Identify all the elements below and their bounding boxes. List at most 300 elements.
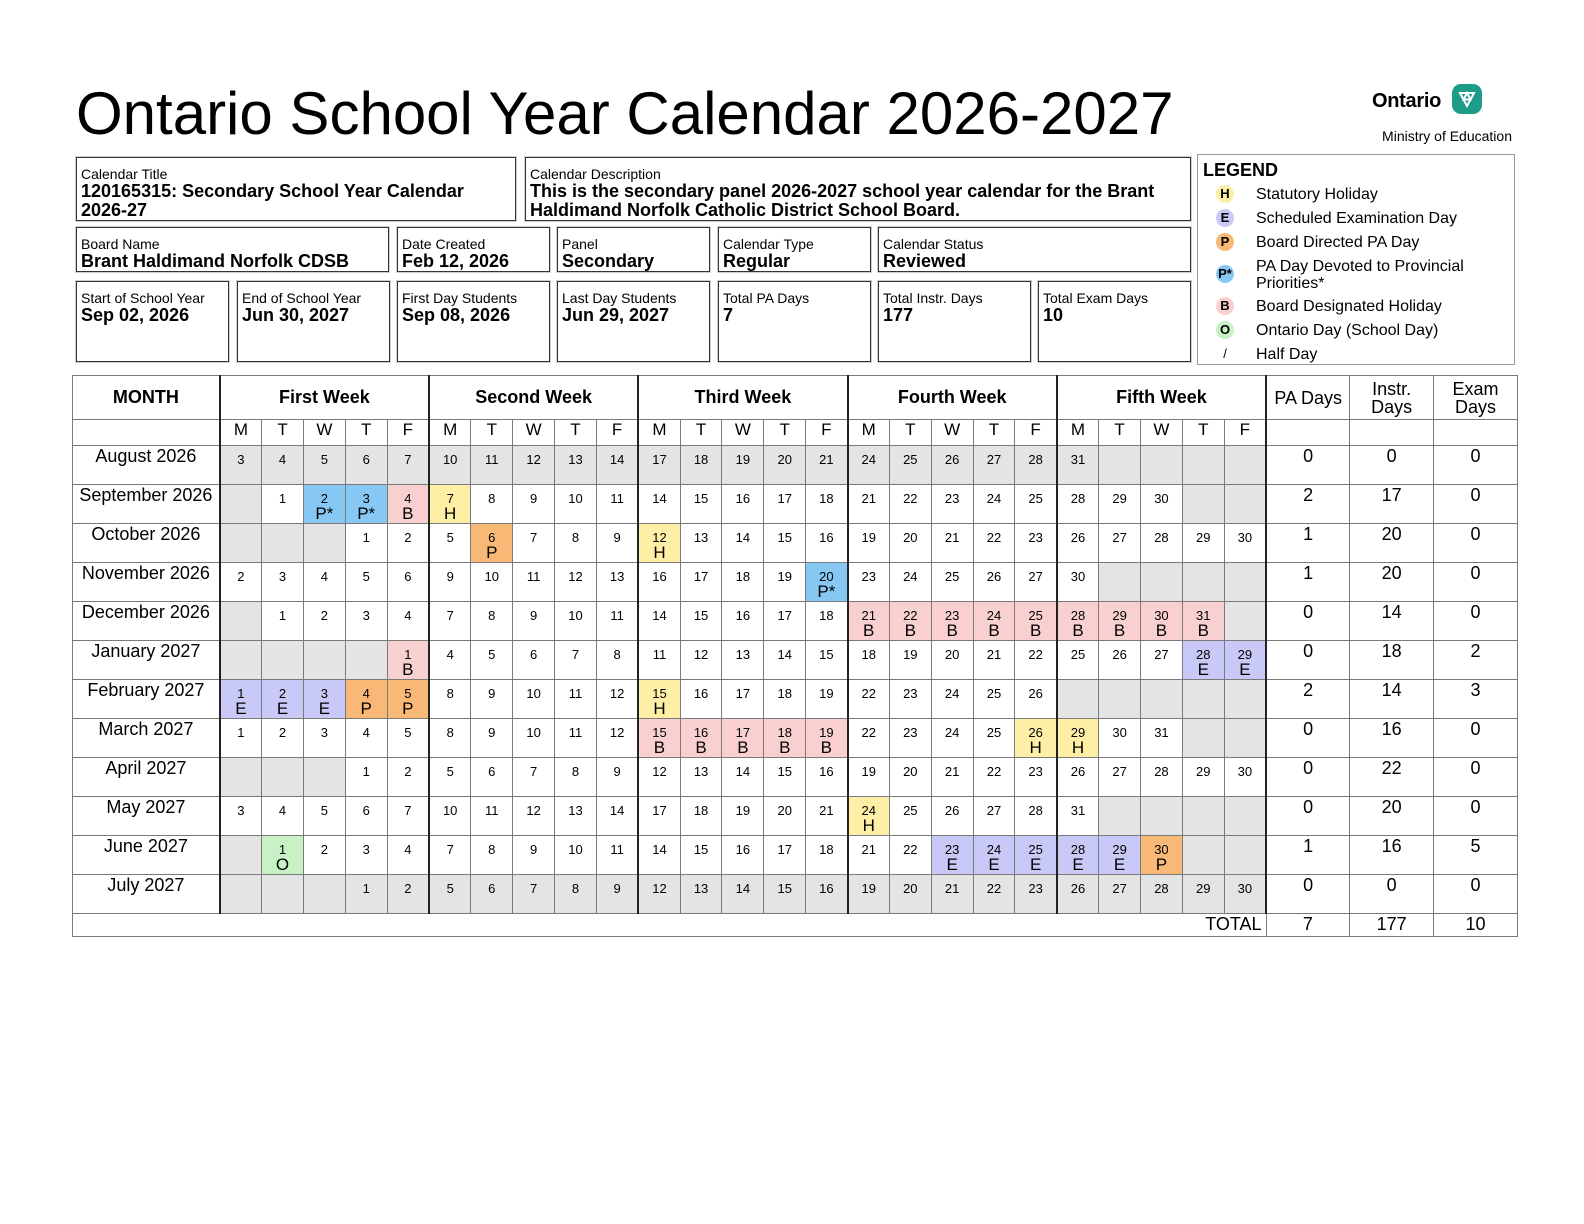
- total-instr-box: [878, 281, 1031, 362]
- day-number: 2: [278, 686, 287, 701]
- day-number: 1: [237, 686, 245, 701]
- start-year-label: Start of School Year: [81, 290, 205, 306]
- day-number: 14: [609, 452, 625, 467]
- day-number: 2: [320, 491, 328, 506]
- day-cell: [638, 446, 680, 485]
- day-cell: [429, 485, 471, 524]
- legend-label: Board Designated Holiday: [1256, 298, 1442, 315]
- empty-day-cell: [303, 758, 345, 797]
- day-number: 25: [944, 569, 960, 584]
- day-number: 1: [404, 647, 412, 662]
- day-number: 30: [1154, 608, 1169, 623]
- calendar-type-value: Regular: [723, 251, 791, 271]
- day-code: B: [820, 738, 833, 757]
- day-cell: [1182, 641, 1224, 680]
- day-cell: [1099, 485, 1141, 524]
- month-header: MONTH: [73, 376, 220, 420]
- summary-spacer: [1433, 420, 1517, 446]
- day-number: 30: [1237, 764, 1253, 779]
- day-number: 20: [944, 647, 960, 662]
- day-code: E: [946, 855, 958, 874]
- day-number: 21: [819, 452, 834, 467]
- day-cell: [345, 719, 387, 758]
- day-number: 16: [693, 686, 709, 701]
- day-number: 2: [278, 725, 287, 740]
- day-cell: [889, 641, 931, 680]
- total-pa-box: [718, 281, 871, 362]
- day-cell: [973, 758, 1015, 797]
- day-cell: [387, 641, 429, 680]
- day-number: 9: [530, 491, 538, 506]
- day-cell: [764, 446, 806, 485]
- day-cell: [806, 680, 848, 719]
- day-code: B: [737, 738, 749, 757]
- day-number: 9: [530, 842, 538, 857]
- month-name: July 2027: [73, 875, 220, 914]
- day-cell: [764, 758, 806, 797]
- day-cell: [1099, 758, 1141, 797]
- day-cell: [1015, 602, 1057, 641]
- day-cell: [722, 446, 764, 485]
- day-number: 10: [442, 803, 458, 818]
- instr-days-header: Instr. Days: [1350, 376, 1434, 420]
- day-code: P: [402, 699, 414, 718]
- day-number: 27: [1028, 569, 1043, 584]
- day-cell: [429, 797, 471, 836]
- weekday-label: T: [471, 420, 513, 446]
- exam-days-value: 0: [1433, 719, 1517, 758]
- weekday-label: T: [1182, 420, 1224, 446]
- legend-swatch: O: [1216, 321, 1234, 339]
- day-number: 22: [903, 842, 918, 857]
- day-cell: [806, 485, 848, 524]
- legend-label: Scheduled Examination Day: [1256, 210, 1458, 227]
- day-number: 29: [1070, 725, 1086, 740]
- day-number: 26: [1112, 647, 1127, 662]
- day-cell: [345, 485, 387, 524]
- day-cell: [555, 485, 597, 524]
- panel-label: Panel: [562, 236, 598, 252]
- day-cell: [806, 875, 848, 914]
- empty-day-cell: [1182, 446, 1224, 485]
- day-number: 24: [861, 803, 876, 818]
- month-name: September 2026: [73, 485, 220, 524]
- month-name: June 2027: [73, 836, 220, 875]
- total-pa-value: 7: [723, 305, 734, 325]
- empty-day-cell: [303, 875, 345, 914]
- day-cell: [471, 563, 513, 602]
- day-number: 8: [571, 530, 580, 545]
- day-cell: [220, 719, 262, 758]
- last-day-box: [557, 281, 710, 362]
- day-cell: [931, 797, 973, 836]
- day-number: 17: [735, 686, 751, 701]
- day-cell: [973, 680, 1015, 719]
- day-number: 10: [526, 686, 541, 701]
- day-number: 24: [944, 686, 960, 701]
- weekday-label: W: [513, 420, 555, 446]
- day-number: 21: [861, 842, 876, 857]
- day-cell: [680, 680, 722, 719]
- day-number: 10: [442, 452, 458, 467]
- day-cell: [262, 680, 304, 719]
- day-cell: [806, 524, 848, 563]
- total-instr-value: 177: [883, 305, 914, 325]
- day-number: 3: [320, 725, 328, 740]
- pa-days-value: 1: [1266, 524, 1350, 563]
- month-row: [73, 602, 1518, 641]
- day-code: P*: [315, 504, 334, 523]
- day-number: 13: [693, 530, 709, 545]
- day-number: 24: [861, 452, 876, 467]
- day-number: 31: [1154, 725, 1169, 740]
- day-cell: [513, 797, 555, 836]
- day-number: 4: [278, 803, 287, 818]
- weekday-label: W: [1141, 420, 1183, 446]
- start-year-box: [76, 281, 229, 362]
- day-number: 25: [903, 452, 918, 467]
- day-number: 31: [1196, 608, 1211, 623]
- day-cell: [1015, 485, 1057, 524]
- day-number: 12: [526, 803, 541, 818]
- weekday-label: M: [1057, 420, 1099, 446]
- day-cell: [303, 446, 345, 485]
- day-cell: [889, 485, 931, 524]
- day-number: 13: [693, 881, 709, 896]
- day-cell: [1224, 875, 1266, 914]
- day-number: 8: [488, 608, 496, 623]
- day-cell: [555, 524, 597, 563]
- day-number: 13: [735, 647, 751, 662]
- day-cell: [764, 524, 806, 563]
- day-number: 11: [610, 491, 624, 506]
- day-cell: [262, 485, 304, 524]
- total-exam-label: Total Exam Days: [1043, 290, 1149, 306]
- day-number: 20: [777, 803, 792, 818]
- day-cell: [1099, 719, 1141, 758]
- day-cell: [722, 524, 764, 563]
- day-number: 17: [777, 608, 792, 623]
- day-number: 13: [693, 764, 709, 779]
- empty-day-cell: [303, 641, 345, 680]
- day-number: 4: [278, 452, 287, 467]
- trillium-icon: [1452, 84, 1482, 114]
- day-number: 10: [568, 608, 583, 623]
- day-number: 17: [777, 842, 792, 857]
- day-number: 14: [609, 803, 625, 818]
- day-cell: [1057, 758, 1099, 797]
- empty-day-cell: [1224, 563, 1266, 602]
- calendar-table: [72, 375, 1518, 937]
- day-cell: [1015, 680, 1057, 719]
- day-cell: [429, 446, 471, 485]
- day-number: 12: [652, 530, 667, 545]
- day-cell: [596, 875, 638, 914]
- day-number: 27: [1112, 764, 1127, 779]
- legend-label: Statutory Holiday: [1256, 186, 1378, 203]
- ontario-logo: [1370, 84, 1510, 124]
- day-number: 4: [362, 686, 370, 701]
- day-number: 12: [693, 647, 709, 662]
- first-day-box: [397, 281, 550, 362]
- pa-days-value: 0: [1266, 602, 1350, 641]
- day-cell: [889, 680, 931, 719]
- day-cell: [1141, 485, 1183, 524]
- total-pa-label: Total PA Days: [723, 290, 810, 306]
- day-cell: [1015, 836, 1057, 875]
- day-number: 6: [488, 764, 496, 779]
- day-number: 2: [237, 569, 245, 584]
- weekday-label: T: [973, 420, 1015, 446]
- day-cell: [387, 797, 429, 836]
- day-cell: [220, 797, 262, 836]
- day-number: 24: [986, 842, 1002, 857]
- day-number: 7: [446, 491, 454, 506]
- day-number: 8: [488, 491, 496, 506]
- day-cell: [220, 563, 262, 602]
- day-number: 7: [530, 881, 538, 896]
- day-number: 3: [278, 569, 287, 584]
- instr-days-value: 14: [1350, 602, 1434, 641]
- weekday-label: F: [387, 420, 429, 446]
- day-cell: [889, 836, 931, 875]
- date-created-value: Feb 12, 2026: [402, 251, 510, 271]
- day-number: 16: [819, 764, 834, 779]
- day-cell: [1099, 641, 1141, 680]
- total-instr-value: 177: [1350, 914, 1434, 937]
- day-cell: [596, 758, 638, 797]
- pa-days-value: 0: [1266, 758, 1350, 797]
- day-cell: [1141, 875, 1183, 914]
- day-number: 27: [1154, 647, 1169, 662]
- day-cell: [806, 563, 848, 602]
- empty-day-cell: [1224, 836, 1266, 875]
- day-number: 1: [362, 881, 370, 896]
- day-cell: [387, 719, 429, 758]
- day-cell: [1224, 758, 1266, 797]
- day-number: 23: [944, 491, 960, 506]
- day-code: B: [863, 621, 875, 640]
- month-name: August 2026: [73, 446, 220, 485]
- day-cell: [764, 641, 806, 680]
- day-cell: [806, 641, 848, 680]
- day-number: 30: [1237, 530, 1253, 545]
- day-number: 14: [735, 881, 751, 896]
- day-cell: [931, 485, 973, 524]
- day-cell: [680, 797, 722, 836]
- day-number: 22: [861, 686, 876, 701]
- day-code: P: [1155, 855, 1168, 874]
- weekday-label: W: [931, 420, 973, 446]
- day-cell: [806, 836, 848, 875]
- day-cell: [889, 719, 931, 758]
- day-number: 22: [986, 881, 1002, 896]
- day-number: 8: [571, 764, 580, 779]
- day-number: 4: [446, 647, 454, 662]
- month-name: December 2026: [73, 602, 220, 641]
- day-cell: [638, 875, 680, 914]
- day-cell: [513, 485, 555, 524]
- day-number: 23: [903, 725, 918, 740]
- summary-spacer: [1266, 420, 1350, 446]
- day-cell: [722, 875, 764, 914]
- day-number: 18: [693, 452, 709, 467]
- calendar-title-label: Calendar Title: [81, 166, 168, 182]
- day-cell: [345, 446, 387, 485]
- day-number: 7: [446, 842, 454, 857]
- day-number: 11: [485, 803, 499, 818]
- month-name: October 2026: [73, 524, 220, 563]
- day-cell: [848, 719, 890, 758]
- day-number: 11: [568, 686, 583, 701]
- week-header: First Week: [220, 376, 429, 420]
- day-number: 30: [1112, 725, 1127, 740]
- day-number: 26: [1070, 881, 1086, 896]
- day-number: 28: [1070, 608, 1086, 623]
- day-number: 26: [1028, 686, 1043, 701]
- day-cell: [429, 641, 471, 680]
- instr-days-value: 22: [1350, 758, 1434, 797]
- day-number: 16: [652, 569, 667, 584]
- day-number: 31: [1070, 452, 1086, 467]
- day-number: 18: [777, 725, 792, 740]
- day-number: 13: [609, 569, 625, 584]
- day-number: 17: [693, 569, 709, 584]
- day-cell: [471, 875, 513, 914]
- pa-days-value: 1: [1266, 836, 1350, 875]
- legend-title: LEGEND: [1203, 160, 1279, 180]
- calendar-status-box: [878, 227, 1191, 272]
- day-number: 17: [652, 452, 667, 467]
- day-number: 11: [610, 842, 624, 857]
- day-number: 6: [488, 881, 496, 896]
- day-number: 27: [986, 803, 1002, 818]
- empty-day-cell: [1224, 680, 1266, 719]
- empty-day-cell: [1182, 836, 1224, 875]
- day-number: 17: [777, 491, 792, 506]
- day-code: B: [988, 621, 1000, 640]
- calendar-description-value: This is the secondary panel 2026-2027 school year calendar for the Brant Haldimand Norfolk Catholic District School Board.: [530, 181, 1155, 220]
- day-number: 18: [819, 842, 834, 857]
- day-number: 26: [986, 569, 1002, 584]
- day-number: 29: [1237, 647, 1253, 662]
- day-number: 5: [320, 803, 328, 818]
- day-cell: [1182, 758, 1224, 797]
- day-cell: [848, 641, 890, 680]
- day-number: 8: [613, 647, 621, 662]
- day-number: 3: [237, 803, 245, 818]
- day-cell: [1057, 485, 1099, 524]
- day-code: H: [862, 816, 875, 835]
- day-cell: [1099, 875, 1141, 914]
- day-number: 25: [903, 803, 918, 818]
- day-cell: [931, 602, 973, 641]
- day-number: 22: [861, 725, 876, 740]
- day-cell: [596, 680, 638, 719]
- day-number: 7: [404, 452, 412, 467]
- day-cell: [973, 719, 1015, 758]
- day-number: 9: [530, 608, 538, 623]
- ministry-label: Ministry of Education: [1382, 128, 1512, 144]
- day-number: 20: [903, 881, 918, 896]
- day-number: 16: [693, 725, 709, 740]
- day-cell: [722, 485, 764, 524]
- weekday-label: T: [1099, 420, 1141, 446]
- day-cell: [638, 524, 680, 563]
- day-code: B: [695, 738, 707, 757]
- day-number: 22: [1028, 647, 1043, 662]
- day-number: 28: [1154, 881, 1169, 896]
- day-cell: [764, 602, 806, 641]
- week-header-row: [73, 376, 1518, 420]
- day-cell: [262, 719, 304, 758]
- day-cell: [555, 719, 597, 758]
- day-number: 6: [530, 647, 538, 662]
- day-number: 18: [693, 803, 709, 818]
- day-number: 29: [1196, 530, 1211, 545]
- day-cell: [848, 758, 890, 797]
- day-cell: [387, 446, 429, 485]
- total-label: TOTAL: [73, 914, 1267, 937]
- day-cell: [931, 641, 973, 680]
- empty-day-cell: [1224, 485, 1266, 524]
- day-code: B: [1072, 621, 1084, 640]
- calendar-type-box: [718, 227, 871, 272]
- day-code: H: [1029, 738, 1042, 757]
- day-number: 1: [278, 608, 287, 623]
- empty-day-cell: [1099, 680, 1141, 719]
- day-number: 11: [485, 452, 499, 467]
- exam-days-value: 2: [1433, 641, 1517, 680]
- day-cell: [764, 719, 806, 758]
- day-number: 21: [819, 803, 834, 818]
- day-number: 29: [1112, 608, 1127, 623]
- instr-days-value: 16: [1350, 719, 1434, 758]
- empty-day-cell: [220, 875, 262, 914]
- empty-day-cell: [1141, 446, 1183, 485]
- day-number: 1: [237, 725, 245, 740]
- calendar-title-value: 120165315: Secondary School Year Calendar 2026-27: [81, 181, 464, 220]
- day-number: 8: [488, 842, 496, 857]
- day-cell: [555, 797, 597, 836]
- day-number: 5: [362, 569, 370, 584]
- day-cell: [596, 641, 638, 680]
- exam-days-value: 0: [1433, 524, 1517, 563]
- day-cell: [973, 524, 1015, 563]
- month-row: [73, 758, 1518, 797]
- day-number: 7: [571, 647, 580, 662]
- weekday-label: F: [596, 420, 638, 446]
- exam-days-value: 0: [1433, 875, 1517, 914]
- day-cell: [220, 446, 262, 485]
- day-number: 20: [903, 530, 918, 545]
- day-code: E: [1197, 660, 1209, 679]
- last-day-label: Last Day Students: [562, 290, 677, 306]
- day-number: 11: [610, 608, 624, 623]
- day-number: 15: [777, 764, 792, 779]
- day-code: B: [1197, 621, 1209, 640]
- day-cell: [680, 524, 722, 563]
- day-cell: [764, 485, 806, 524]
- day-cell: [513, 446, 555, 485]
- legend-label: PA Day Devoted to Provincial Priorities*: [1256, 258, 1464, 292]
- day-cell: [471, 446, 513, 485]
- day-number: 25: [1070, 647, 1086, 662]
- day-number: 18: [819, 491, 834, 506]
- day-cell: [1141, 602, 1183, 641]
- day-cell: [262, 797, 304, 836]
- empty-day-cell: [262, 641, 304, 680]
